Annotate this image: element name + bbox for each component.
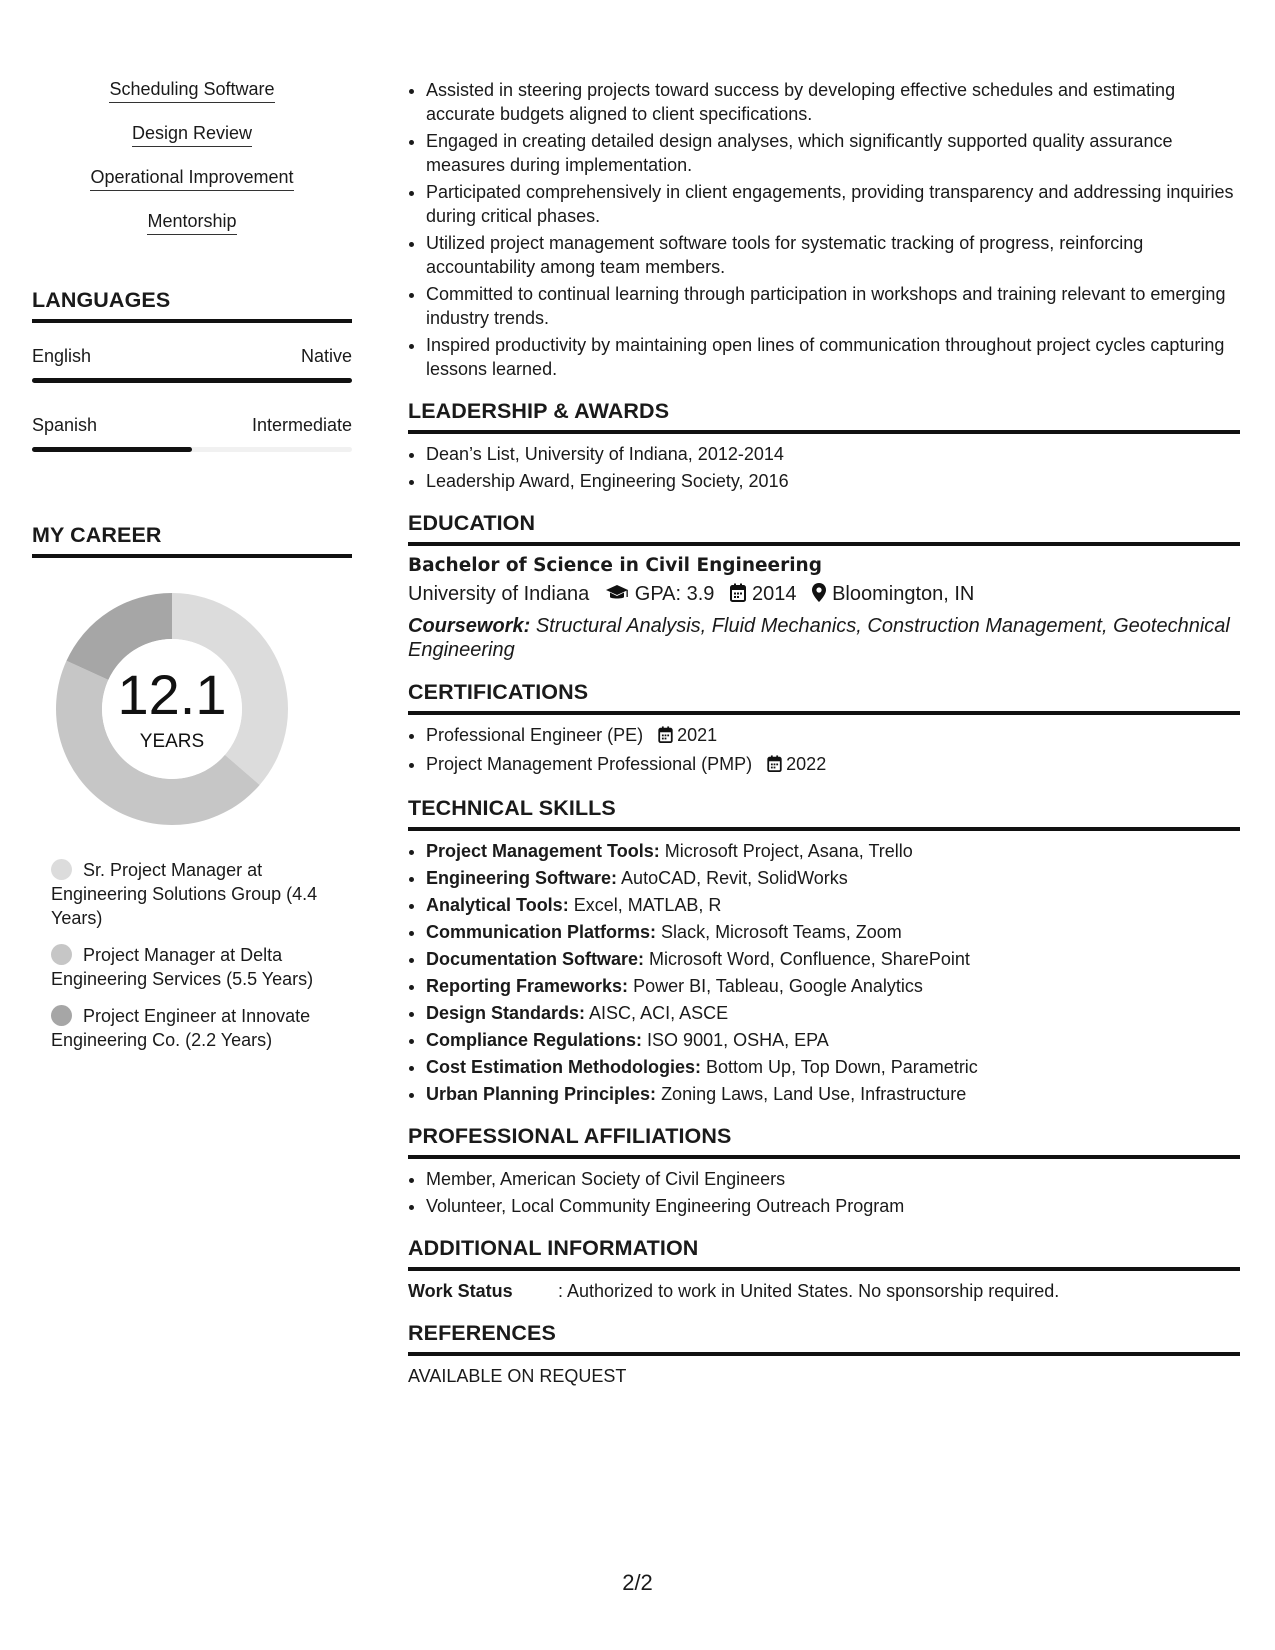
certification-item [426, 723, 1240, 749]
education-heading: EDUCATION [408, 510, 1240, 546]
graduation-cap-icon [605, 582, 629, 610]
language-name: English [32, 346, 92, 366]
legend-dot [51, 944, 72, 965]
legend-item [51, 858, 341, 930]
technical-skills-list [408, 839, 1240, 1106]
skill-tag: Design Review [132, 122, 252, 147]
technical-skill-item [426, 1055, 1240, 1079]
education-school: University of Indiana [408, 583, 590, 605]
language-level: Native [300, 346, 352, 366]
certifications-heading: CERTIFICATIONS [408, 679, 1240, 715]
affiliations-heading: PROFESSIONAL AFFILIATIONS [408, 1123, 1240, 1159]
additional-heading: ADDITIONAL INFORMATION [408, 1235, 1240, 1271]
education-location: Bloomington, IN [832, 583, 975, 605]
affiliations-section [408, 1123, 1240, 1218]
skill-value: Bottom Up, Top Down, Parametric [706, 1057, 978, 1077]
references-heading: REFERENCES [408, 1320, 1240, 1356]
experience-bullet: • Inspired productivity by maintaining open lines of communication throughout project cycles capturing lessons learned. [426, 333, 1240, 381]
skill-key: Communication Platforms: [426, 922, 657, 942]
award-item: • Leadership Award, Engineering Society, 2016 [426, 469, 1240, 493]
skill-value: Microsoft Project, Asana, Trello [664, 841, 913, 861]
affiliations-list [408, 1167, 1240, 1218]
legend-item [51, 1004, 341, 1052]
technical-skill-item [426, 920, 1240, 944]
skill-key: Urban Planning Principles: [426, 1084, 657, 1104]
skill-tag: Scheduling Software [109, 78, 274, 103]
skill-key: Reporting Frameworks: [426, 976, 629, 996]
left-column [32, 78, 352, 1065]
career-unit: YEARS [139, 731, 205, 752]
technical-skill-item [426, 893, 1240, 917]
skill-value: Excel, MATLAB, R [573, 895, 722, 915]
skill-value: Microsoft Word, Confluence, SharePoint [649, 949, 970, 969]
skill-value: AutoCAD, Revit, SolidWorks [621, 868, 848, 888]
certifications-list [408, 723, 1240, 778]
references-text: AVAILABLE ON REQUEST [408, 1366, 627, 1386]
certification-item [426, 752, 1240, 778]
career-donut-svg [32, 584, 352, 834]
award-item: • Dean’s List, University of Indiana, 2012-2014 [426, 442, 1240, 466]
skill-value: AISC, ACI, ASCE [589, 1003, 729, 1023]
language-bar [32, 447, 352, 452]
calendar-icon [730, 582, 746, 610]
work-status-value: : Authorized to work in United States. No sponsorship required. [558, 1281, 1060, 1301]
legend-label: Sr. Project Manager at Engineering Solutions Group (4.4 Years) [51, 860, 318, 928]
career-donut-chart [32, 584, 352, 834]
skill-tags [32, 78, 352, 254]
career-total: 12.1 [117, 663, 227, 726]
certification-year: 2021 [677, 725, 718, 745]
technical-skills-heading: TECHNICAL SKILLS [408, 795, 1240, 831]
experience-bullet: • Engaged in creating detailed design analyses, which significantly supported quality assurance measures during implementation. [426, 129, 1240, 177]
technical-skill-item [426, 947, 1240, 971]
skill-key: Analytical Tools: [426, 895, 569, 915]
coursework-value: Structural Analysis, Fluid Mechanics, Construction Management, Geotechnical Engineering [408, 615, 1230, 661]
technical-skill-item [426, 1001, 1240, 1025]
skill-key: Compliance Regulations: [426, 1030, 643, 1050]
legend-item [51, 943, 341, 991]
technical-skill-item [426, 1082, 1240, 1106]
work-status [408, 1279, 1240, 1303]
skill-key: Design Standards: [426, 1003, 586, 1023]
skill-value: ISO 9001, OSHA, EPA [647, 1030, 829, 1050]
skill-tag: Mentorship [147, 210, 236, 235]
skill-value: Slack, Microsoft Teams, Zoom [661, 922, 902, 942]
awards-list [408, 442, 1240, 493]
language-bar-fill [32, 378, 352, 383]
legend-dot [51, 1005, 72, 1026]
education-section [408, 510, 1240, 662]
calendar-icon [767, 754, 782, 778]
education-meta [408, 580, 1240, 610]
language-spanish [32, 414, 352, 452]
experience-bullet: • Participated comprehensively in client engagements, providing transparency and addressing inquiries during critical phases. [426, 180, 1240, 228]
skill-key: Documentation Software: [426, 949, 645, 969]
awards-heading: LEADERSHIP & AWARDS [408, 398, 1240, 434]
certification-year: 2022 [786, 754, 827, 774]
location-pin-icon [812, 582, 826, 610]
page-number: 2/2 [622, 1570, 653, 1595]
certifications-section [408, 679, 1240, 778]
education-coursework [408, 614, 1240, 662]
technical-skill-item [426, 1028, 1240, 1052]
skill-value: Power BI, Tableau, Google Analytics [633, 976, 923, 996]
education-year: 2014 [752, 583, 797, 605]
skill-tag: Operational Improvement [90, 166, 293, 191]
language-bar [32, 378, 352, 383]
additional-section [408, 1235, 1240, 1303]
experience-bullet: • Assisted in steering projects toward success by developing effective schedules and estimating accurate budgets aligned to client specifications. [426, 78, 1240, 126]
technical-skills-section [408, 795, 1240, 1106]
legend-label: Project Manager at Delta Engineering Services (5.5 Years) [51, 945, 314, 989]
language-name: Spanish [32, 415, 98, 435]
skill-value: Zoning Laws, Land Use, Infrastructure [661, 1084, 967, 1104]
career-heading: MY CAREER [32, 522, 352, 558]
certification-name: Project Management Professional (PMP) [426, 754, 753, 774]
technical-skill-item [426, 974, 1240, 998]
coursework-label: Coursework: [408, 615, 531, 637]
language-english [32, 345, 352, 383]
skill-key: Cost Estimation Methodologies: [426, 1057, 702, 1077]
calendar-icon [658, 725, 673, 749]
experience-bullets [408, 78, 1240, 381]
language-bar-fill [32, 447, 192, 452]
experience-bullet: • Utilized project management software tools for systematic tracking of progress, reinforcing accountability among team members. [426, 231, 1240, 279]
right-column [408, 78, 1240, 1388]
technical-skill-item [426, 866, 1240, 890]
education-gpa: GPA: 3.9 [634, 583, 715, 605]
skill-key: Project Management Tools: [426, 841, 660, 861]
affiliation-item: • Volunteer, Local Community Engineering Outreach Program [426, 1194, 1240, 1218]
language-level: Intermediate [251, 415, 352, 435]
experience-bullet: • Committed to continual learning through participation in workshops and training relevant to emerging industry trends. [426, 282, 1240, 330]
skill-key: Engineering Software: [426, 868, 618, 888]
certification-name: Professional Engineer (PE) [426, 725, 644, 745]
awards-section [408, 398, 1240, 493]
work-status-label: Work Status [408, 1281, 513, 1301]
affiliation-item: • Member, American Society of Civil Engineers [426, 1167, 1240, 1191]
references-section [408, 1320, 1240, 1388]
legend-dot [51, 859, 72, 880]
languages-heading: LANGUAGES [32, 287, 352, 323]
technical-skill-item [426, 839, 1240, 863]
legend-label: Project Engineer at Innovate Engineering Co. (2.2 Years) [51, 1006, 311, 1050]
career-legend [32, 858, 341, 1052]
education-degree: Bachelor of Science in Civil Engineering [408, 555, 822, 576]
